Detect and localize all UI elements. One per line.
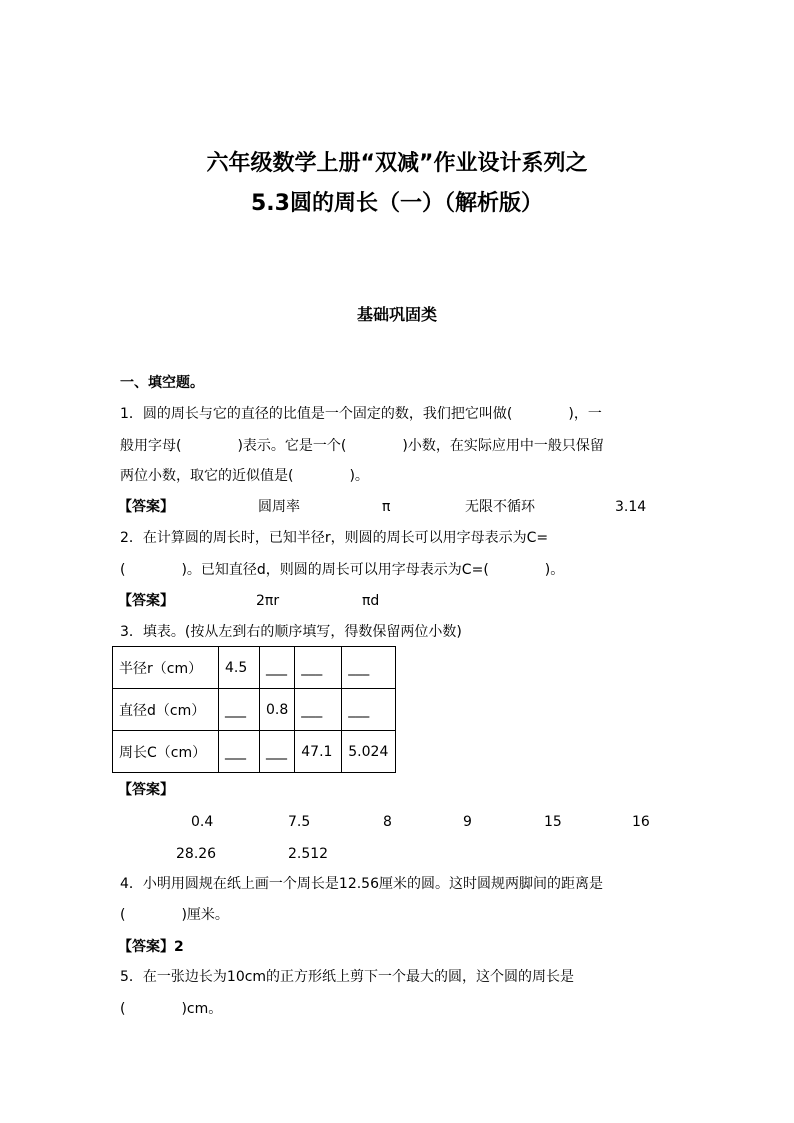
table-cell: 4.5 <box>219 647 260 689</box>
q1-line1: 1．圆的周长与它的直径的比值是一个固定的数，我们把它叫做( )，一 <box>120 406 602 422</box>
table-cell: ___ <box>295 689 342 731</box>
table-row <box>113 689 396 731</box>
q3-answer-6: 16 <box>632 814 650 830</box>
q3-answer-label: 【答案】 <box>118 782 174 798</box>
q1-answer-1: 圆周率 <box>258 499 300 515</box>
table-cell: ___ <box>342 647 396 689</box>
q2-line2: ( )。已知直径d，则圆的周长可以用字母表示为C=( )。 <box>120 562 565 578</box>
table-row <box>113 647 396 689</box>
q1-answer-3: 无限不循环 <box>465 499 535 515</box>
q3-answer-3: 8 <box>383 814 392 830</box>
q5-line2: ( )cm。 <box>120 1001 223 1017</box>
q2-answer-2: πd <box>362 593 380 609</box>
table-cell: ___ <box>260 647 295 689</box>
q1-answer-label: 【答案】 <box>118 499 174 515</box>
section-heading: 基础巩固类 <box>356 305 437 324</box>
q5-line1: 5．在一张边长为10cm的正方形纸上剪下一个最大的圆，这个圆的周长是 <box>120 969 575 985</box>
table-cell: 47.1 <box>295 731 342 773</box>
q4-line1: 4．小明用圆规在纸上画一个周长是12.56厘米的圆。这时圆规两脚间的距离是 <box>120 876 603 892</box>
q2-answer-label: 【答案】 <box>118 593 174 609</box>
q3-answer-4: 9 <box>463 814 472 830</box>
table-cell: 直径d（cm） <box>113 689 219 731</box>
q1-answer-2: π <box>382 499 391 515</box>
part-heading: 一、填空题。 <box>120 375 204 391</box>
q1-line2: 般用字母( )表示。它是一个( )小数，在实际应用中一般只保留 <box>120 438 604 454</box>
table-cell: ___ <box>342 689 396 731</box>
table-cell: ___ <box>295 647 342 689</box>
table-cell: 半径r（cm） <box>113 647 219 689</box>
table-cell: 周长C（cm） <box>113 731 219 773</box>
table-cell: ___ <box>219 689 260 731</box>
table-cell: ___ <box>260 731 295 773</box>
q3-answer-5: 15 <box>544 814 562 830</box>
q2-line1: 2．在计算圆的周长时，已知半径r，则圆的周长可以用字母表示为C= <box>120 530 549 546</box>
q3-answer-1: 0.4 <box>191 814 214 830</box>
q1-line3: 两位小数，取它的近似值是( )。 <box>120 468 369 484</box>
fill-table <box>112 646 396 773</box>
q3-answer-8: 2.512 <box>288 846 329 862</box>
q1-answer-4: 3.14 <box>615 499 647 515</box>
q4-line2: ( )厘米。 <box>120 907 229 923</box>
q3-answer-7: 28.26 <box>176 846 217 862</box>
q4-answer: 【答案】2 <box>118 939 184 955</box>
q3-line1: 3．填表。(按从左到右的顺序填写，得数保留两位小数) <box>120 624 462 640</box>
table-row <box>113 731 396 773</box>
table-cell: 5.024 <box>342 731 396 773</box>
table-cell: 0.8 <box>260 689 295 731</box>
table-cell: ___ <box>219 731 260 773</box>
q2-answer-1: 2πr <box>256 593 280 609</box>
doc-title-line1: 六年级数学上册“双减”作业设计系列之 <box>206 151 588 176</box>
q3-answer-2: 7.5 <box>288 814 311 830</box>
doc-title-line2: 5.3圆的周长（一）（解析版） <box>251 191 543 216</box>
